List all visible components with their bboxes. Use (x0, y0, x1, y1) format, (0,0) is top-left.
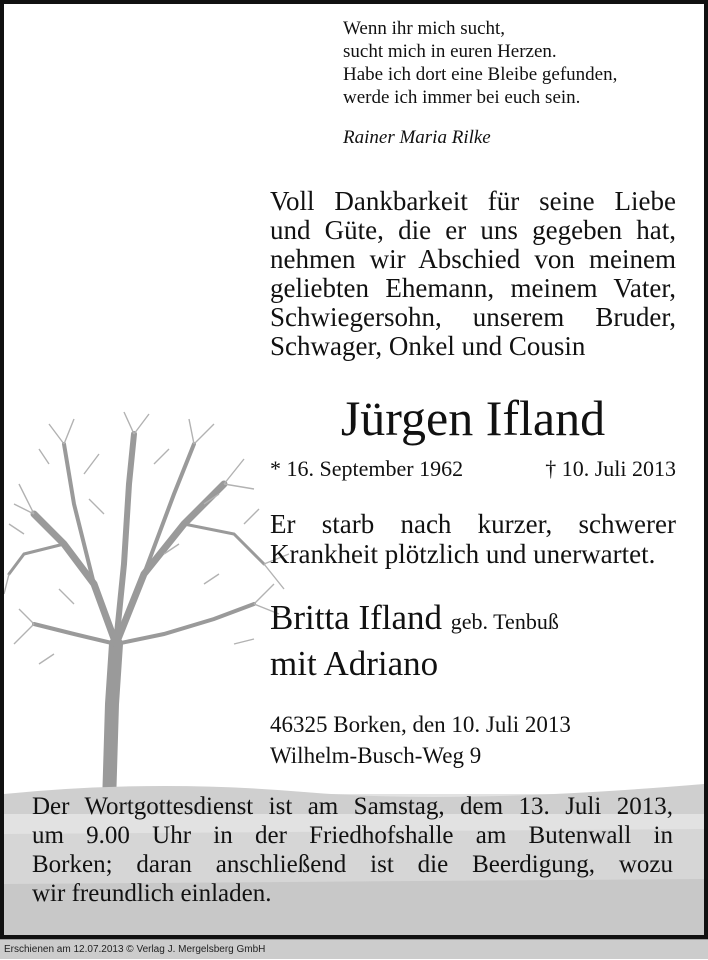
service-info (32, 792, 673, 908)
poem-author: Rainer Maria Rilke (343, 127, 491, 148)
service-line: Der Wortgottesdienst ist am Samstag, dem 13. Juli 2013, (32, 793, 673, 820)
poem-line: sucht mich in euren Herzen. (343, 41, 557, 62)
intro-line: und Güte, die er uns gegeben hat, (270, 215, 676, 245)
cause-of-death (270, 509, 676, 569)
mourner-line (270, 597, 690, 643)
intro-line: nehmen wir Abschied von meinem (270, 244, 676, 274)
service-line: Borken; daran anschließend ist die Beerdigung, wozu (32, 851, 673, 878)
intro-line: Schwiegersohn, unserem Bruder, (270, 302, 676, 332)
cause-line: Krankheit plötzlich und unerwartet. (270, 539, 656, 569)
birth-date: * 16. September 1962 (270, 456, 464, 481)
address-line-1: 46325 Borken, den 10. Juli 2013 (270, 712, 571, 737)
death-date: † 10. Juli 2013 (545, 456, 676, 481)
life-dates (270, 456, 676, 482)
cause-line: Er starb nach kurzer, schwerer (270, 509, 676, 539)
tree-icon (4, 404, 304, 804)
intro-line: Schwager, Onkel und Cousin (270, 331, 586, 361)
deceased-name: Jürgen Ifland (340, 390, 606, 446)
mourners (270, 597, 690, 685)
mourner-birth-name: geb. Tenbuß (450, 609, 559, 634)
address (270, 709, 690, 771)
mourner-name: Britta Ifland (270, 598, 443, 637)
intro-text (270, 187, 676, 361)
publication-footer: Erschienen am 12.07.2013 © Verlag J. Mergelsberg GmbH (0, 939, 708, 959)
intro-line: geliebten Ehemann, meinem Vater, (270, 273, 676, 303)
poem-line: Habe ich dort eine Bleibe gefunden, (343, 64, 618, 85)
poem (343, 17, 673, 109)
intro-line: Voll Dankbarkeit für seine Liebe (270, 186, 676, 216)
address-line-2: Wilhelm-Busch-Weg 9 (270, 743, 482, 768)
poem-line: werde ich immer bei euch sein. (343, 87, 581, 108)
service-line: wir freundlich einladen. (32, 880, 272, 907)
service-line: um 9.00 Uhr in der Friedhofshalle am Butenwall in (32, 822, 673, 849)
mourner-with: mit Adriano (270, 644, 439, 683)
poem-line: Wenn ihr mich sucht, (343, 18, 506, 39)
